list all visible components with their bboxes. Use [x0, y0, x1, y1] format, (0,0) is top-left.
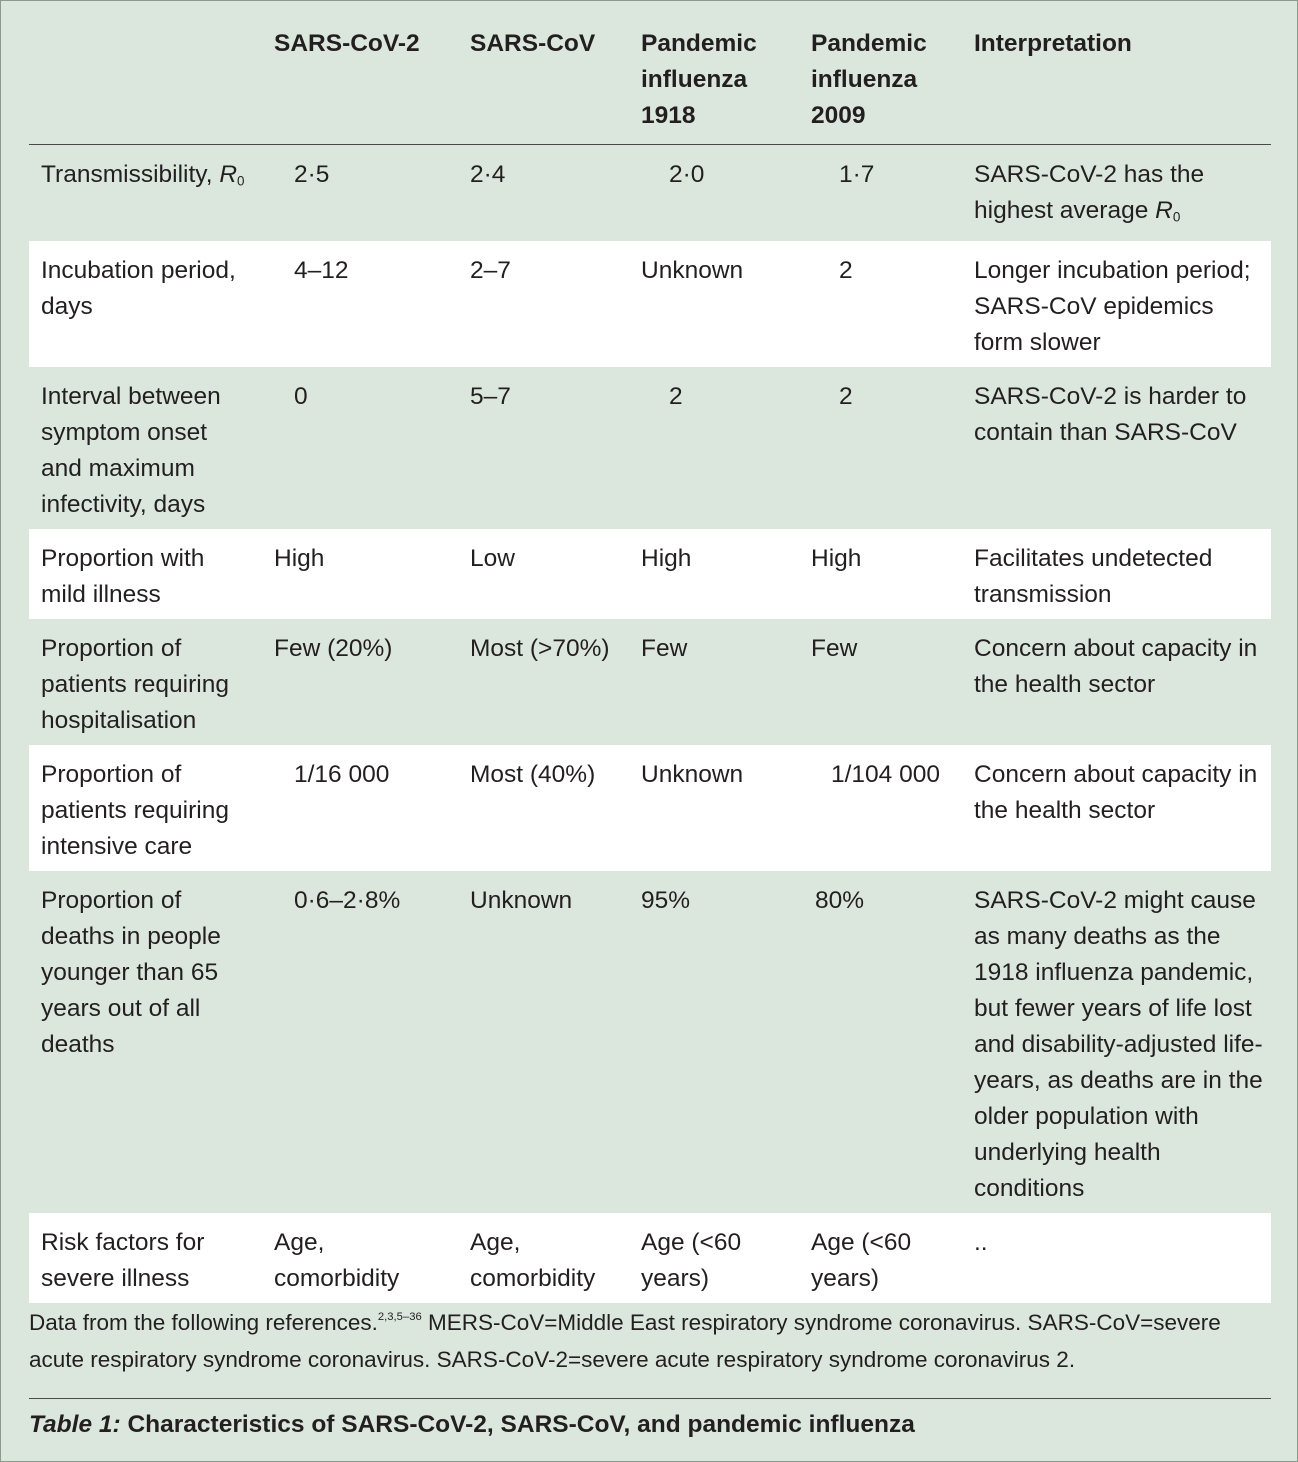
- cell-interpretation: Facilitates undetected transmission: [962, 529, 1271, 619]
- row-label: Proportion of deaths in people younger than 65 years out of all deaths: [41, 887, 221, 1059]
- cell-influenza-2009: 1/104 000: [799, 745, 962, 871]
- cell-influenza-1918: 95%: [641, 887, 691, 915]
- cell-influenza-1918: 2: [669, 383, 683, 411]
- cell-influenza-2009: 2: [799, 241, 962, 367]
- header-influenza-1918: Pandemic influenza 1918: [629, 23, 799, 145]
- cell-influenza-1918: 2·0: [669, 161, 705, 188]
- r-variable: R: [219, 161, 238, 188]
- row-label: Proportion with mild illness: [29, 529, 262, 619]
- cell-sars-cov: Most (>70%): [470, 635, 610, 663]
- header-sars-cov-2: SARS-CoV-2: [262, 23, 458, 145]
- cell-sars-cov-2: Age, comorbidity: [262, 1213, 458, 1303]
- cell-influenza-1918: Unknown: [629, 241, 799, 367]
- cell-sars-cov-2: 1/16 000: [262, 745, 458, 871]
- table-row: [29, 619, 1271, 745]
- cell-influenza-2009: Age (<60 years): [799, 1213, 962, 1303]
- r-variable: R: [1155, 197, 1173, 224]
- table-row: [29, 529, 1271, 619]
- cell-sars-cov: 5–7: [470, 383, 511, 411]
- cell-interpretation: ..: [962, 1213, 1271, 1303]
- cell-influenza-1918: Few: [641, 635, 688, 663]
- header-interpretation: Interpretation: [962, 23, 1271, 145]
- table-row: [29, 745, 1271, 871]
- cell-sars-cov: 2–7: [458, 241, 629, 367]
- table-row: [29, 871, 1271, 1213]
- cell-interpretation: Longer incubation period; SARS-CoV epidemics form slower: [962, 241, 1271, 367]
- comparison-table: [29, 23, 1271, 1303]
- cell-sars-cov: Low: [458, 529, 629, 619]
- table-caption: [29, 1405, 1271, 1445]
- r-subscript: 0: [1172, 209, 1181, 225]
- cell-influenza-1918: High: [629, 529, 799, 619]
- cell-interpretation: Concern about capacity in the health sector: [962, 745, 1271, 871]
- cell-influenza-2009: 2: [839, 383, 853, 411]
- cell-sars-cov-2: 0: [294, 383, 308, 411]
- reference-superscript: 2,3,5–36: [377, 1310, 422, 1323]
- header-influenza-2009: Pandemic influenza 2009: [799, 23, 962, 145]
- table-row: [29, 145, 1271, 242]
- table-footnote: Data from the following references.$^{2,3,5-36}$ MERS-CoV=Middle East respiratory syndrome coronavirus. SARS-CoV=severe acute respiratory syndrome coronavirus. SARS-CoV-2=severe acute respiratory syndrome coronavirus 2.: [29, 1310, 1221, 1372]
- cell-influenza-2009: High: [799, 529, 962, 619]
- table-row: [29, 241, 1271, 367]
- cell-sars-cov-2: 2·5: [294, 161, 330, 188]
- cell-influenza-1918: Age (<60 years): [629, 1213, 799, 1303]
- cell-sars-cov: Age, comorbidity: [458, 1213, 629, 1303]
- row-label: Incubation period, days: [29, 241, 262, 367]
- cell-sars-cov-2: 4–12: [262, 241, 458, 367]
- row-label: Interval between symptom onset and maximum infectivity, days: [41, 383, 221, 519]
- cell-interpretation: Concern about capacity in the health sector: [974, 635, 1258, 699]
- table-row: [29, 367, 1271, 529]
- cell-influenza-1918: Unknown: [629, 745, 799, 871]
- header-row: [29, 23, 1271, 145]
- cell-interpretation: SARS-CoV-2 is harder to contain than SARS-CoV: [974, 383, 1247, 447]
- cell-interpretation: SARS-CoV-2 has the highest average $R_0$: [974, 161, 1205, 225]
- row-label: Proportion of patients requiring hospitalisation: [41, 635, 229, 735]
- cell-sars-cov: Unknown: [470, 887, 573, 915]
- cell-sars-cov-2: Few (20%): [274, 635, 393, 663]
- cell-influenza-2009: 80%: [815, 887, 865, 915]
- cell-interpretation: SARS-CoV-2 might cause as many deaths as the 1918 influenza pandemic, but fewer years of life lost and disability-adjusted life-years, as deaths are in the older population with underlying health conditions: [974, 887, 1263, 1203]
- row-label: Proportion of patients requiring intensive care: [29, 745, 262, 871]
- row-label: Risk factors for severe illness: [29, 1213, 262, 1303]
- r-subscript: 0: [237, 173, 245, 189]
- cell-sars-cov-2: 0·6–2·8%: [294, 887, 401, 915]
- cell-sars-cov: Most (40%): [458, 745, 629, 871]
- header-sars-cov: SARS-CoV: [458, 23, 629, 145]
- header-blank: [29, 23, 262, 145]
- cell-influenza-2009: 1·7: [839, 161, 875, 188]
- cell-sars-cov: 2·4: [470, 161, 506, 188]
- table-row: [29, 1213, 1271, 1303]
- row-label: Transmissibility, $R_0$: [41, 161, 245, 189]
- cell-influenza-2009: Few: [811, 635, 858, 663]
- caption-divider: [29, 1398, 1271, 1399]
- caption-text: Characteristics of SARS-CoV-2, SARS-CoV, and pandemic influenza: [120, 1411, 915, 1438]
- cell-sars-cov-2: High: [262, 529, 458, 619]
- caption-label: Table 1:: [29, 1411, 121, 1438]
